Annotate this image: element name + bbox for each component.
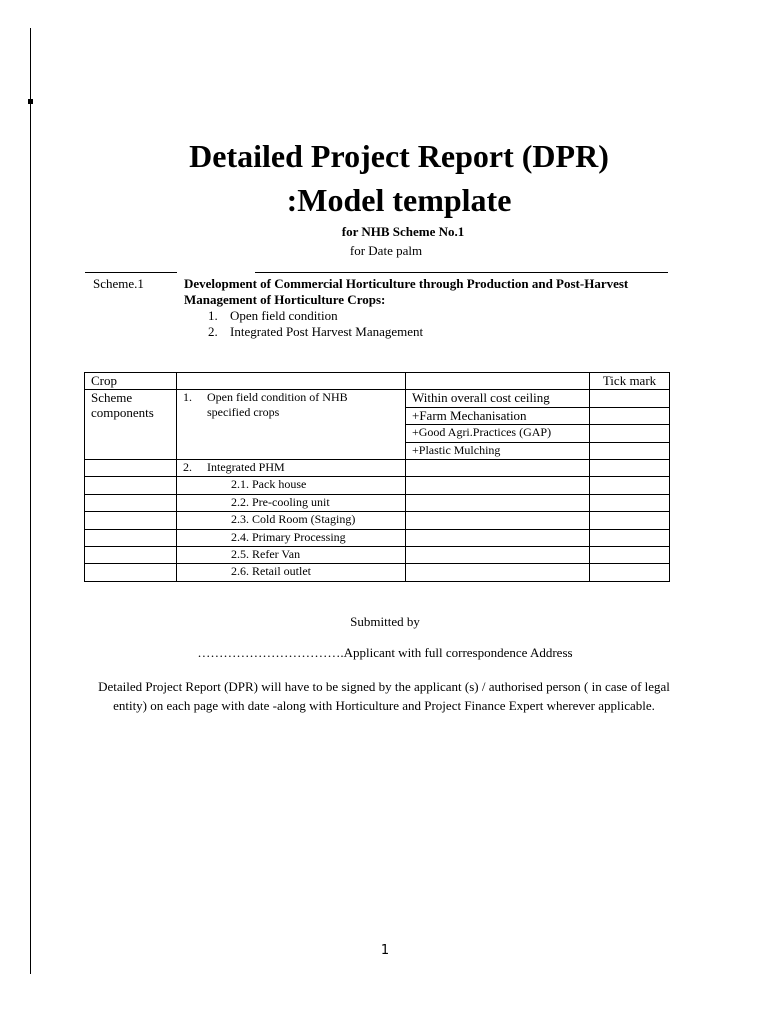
page-title-line2: :Model template bbox=[286, 182, 512, 218]
table-cell bbox=[85, 546, 177, 563]
tick-cell[interactable] bbox=[590, 512, 670, 529]
tick-cell[interactable] bbox=[590, 442, 670, 459]
scheme-list bbox=[208, 308, 423, 340]
phm-cell: 2. Integrated PHM bbox=[177, 459, 406, 476]
phm-item-cell: 2.2. Pre-cooling unit bbox=[177, 494, 406, 511]
table-row bbox=[85, 390, 670, 407]
divider-left bbox=[85, 272, 177, 273]
table-cell bbox=[85, 564, 177, 581]
crop-value-cell bbox=[177, 373, 406, 390]
table-cell bbox=[406, 546, 590, 563]
tick-cell[interactable] bbox=[590, 477, 670, 494]
table-row bbox=[85, 459, 670, 476]
table-cell bbox=[406, 529, 590, 546]
table-cell bbox=[406, 373, 590, 390]
scheme-components-table bbox=[84, 372, 670, 582]
tick-cell[interactable] bbox=[590, 529, 670, 546]
table-cell bbox=[406, 512, 590, 529]
subtitle-scheme: for NHB Scheme No.1 bbox=[341, 224, 465, 239]
table-cell bbox=[85, 512, 177, 529]
divider-right bbox=[255, 272, 668, 273]
option-cell: Within overall cost ceiling bbox=[406, 390, 590, 407]
scheme-components-label: Scheme components bbox=[85, 390, 177, 460]
table-cell bbox=[85, 494, 177, 511]
submitted-by: Submitted by bbox=[350, 614, 420, 629]
crop-label-cell: Crop bbox=[85, 373, 177, 390]
tick-cell[interactable] bbox=[590, 494, 670, 511]
phm-item-cell: 2.1. Pack house bbox=[177, 477, 406, 494]
scheme-list-item: 1. Open field condition bbox=[208, 308, 338, 323]
table-row bbox=[85, 373, 670, 390]
phm-item-cell: 2.3. Cold Room (Staging) bbox=[177, 512, 406, 529]
table-cell bbox=[85, 529, 177, 546]
option-cell: +Farm Mechanisation bbox=[406, 407, 590, 424]
table-row bbox=[85, 529, 670, 546]
signature-note: Detailed Project Report (DPR) will have to be signed by the applicant (s) / authorised person ( in case of legal entity) on each page with date -along with Horticulture and Project Finance Expert wherever applicable. bbox=[98, 679, 670, 713]
table-cell bbox=[406, 477, 590, 494]
applicant-line: …………………………….Applicant with full correspondence Address bbox=[197, 645, 573, 660]
tick-cell[interactable] bbox=[590, 390, 670, 407]
phm-item-cell: 2.5. Refer Van bbox=[177, 546, 406, 563]
table-cell bbox=[406, 564, 590, 581]
table-row bbox=[85, 546, 670, 563]
phm-item-cell: 2.4. Primary Processing bbox=[177, 529, 406, 546]
scheme-label: Scheme.1 bbox=[93, 276, 144, 291]
option-cell: +Good Agri.Practices (GAP) bbox=[406, 425, 590, 442]
page-title-line1: Detailed Project Report (DPR) bbox=[189, 138, 609, 174]
tick-mark-header: Tick mark bbox=[590, 373, 670, 390]
tick-cell[interactable] bbox=[590, 546, 670, 563]
scheme-title: Development of Commercial Horticulture through Production and Post-Harvest Management of Horticulture Crops: bbox=[184, 276, 629, 307]
phm-item-cell: 2.6. Retail outlet bbox=[177, 564, 406, 581]
tick-cell[interactable] bbox=[590, 407, 670, 424]
open-field-cell: 1. Open field condition of NHB specified crops bbox=[177, 390, 406, 460]
table-row bbox=[85, 512, 670, 529]
table-cell bbox=[406, 459, 590, 476]
subtitle-crop: for Date palm bbox=[349, 243, 423, 258]
table-cell bbox=[406, 494, 590, 511]
page-number: 1 bbox=[380, 943, 390, 958]
table-row bbox=[85, 564, 670, 581]
tick-cell[interactable] bbox=[590, 564, 670, 581]
table-row bbox=[85, 477, 670, 494]
table-row bbox=[85, 494, 670, 511]
option-cell: +Plastic Mulching bbox=[406, 442, 590, 459]
tick-cell[interactable] bbox=[590, 425, 670, 442]
table-cell bbox=[85, 459, 177, 476]
margin-marker bbox=[28, 99, 33, 104]
tick-cell[interactable] bbox=[590, 459, 670, 476]
scheme-list-item: 2. Integrated Post Harvest Management bbox=[208, 324, 424, 339]
table-cell bbox=[85, 477, 177, 494]
